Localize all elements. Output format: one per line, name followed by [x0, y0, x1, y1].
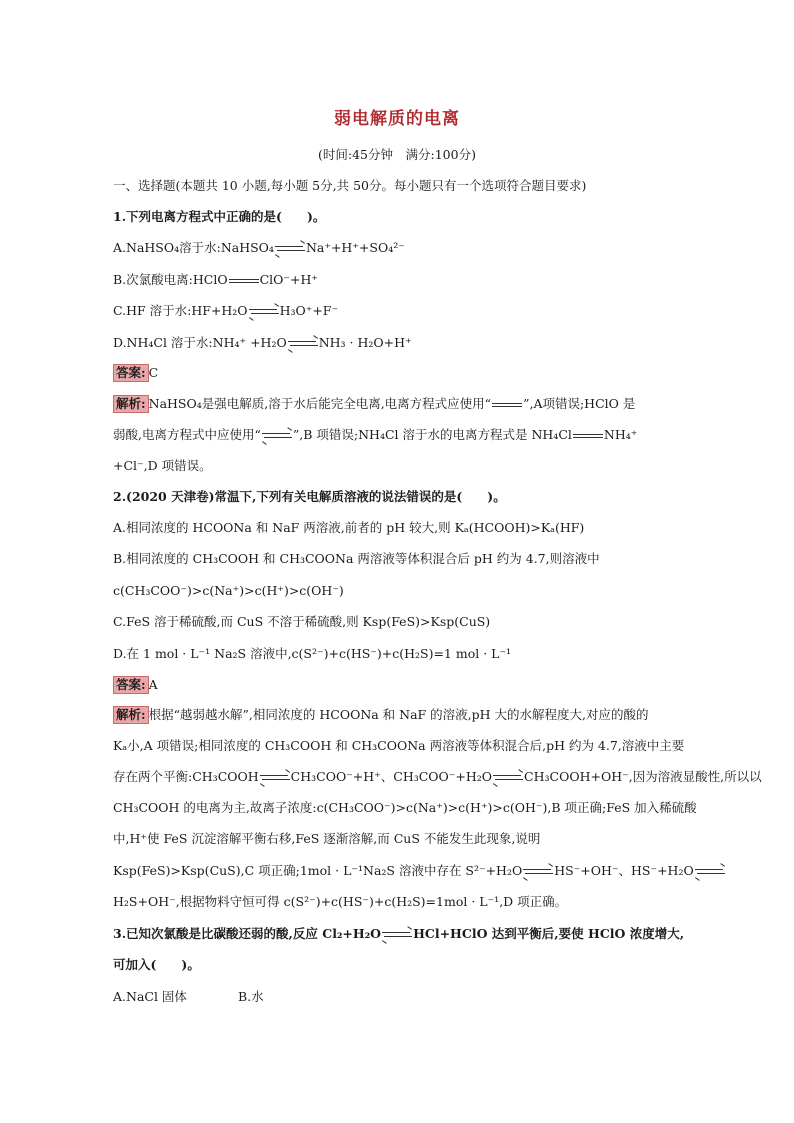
q2-explanation-line-2: Kₐ小,A 项错误;相同浓度的 CH₃COOH 和 CH₃COONa 两溶液等体积混合后,pH 约为 4.7,溶液中主要 [113, 738, 685, 753]
analysis-tag: 解析: [113, 395, 149, 413]
reversible-arrow-icon [523, 868, 553, 875]
q1-option-b-right: ClO⁻+H⁺ [259, 272, 318, 287]
reversible-arrow-icon [260, 774, 290, 781]
q2-explanation-line-4: CH₃COOH 的电离为主,故离子浓度:c(CH₃COO⁻)>c(Na⁺)>c(H⁺)>c(OH⁻),B 项正确;FeS 加入稀硫酸 [113, 800, 697, 815]
q1-exp2-a: 弱酸,电离方程式中应使用“ [113, 427, 261, 442]
reversible-arrow-icon [275, 245, 305, 252]
q1-option-b-left: B.次氯酸电离:HClO [113, 272, 228, 287]
q1-explanation-line-3: +Cl⁻,D 项错误。 [113, 458, 212, 473]
q1-exp2-b: ”,B 项错误;NH₄Cl 溶于水的电离方程式是 NH₄Cl [292, 427, 572, 442]
q3-stem-line-2: 可加入( )。 [113, 957, 200, 972]
q2-explanation-line-6 [113, 862, 726, 880]
q2-explanation-line-1 [113, 706, 649, 724]
q1-option-a-right: Na⁺+H⁺+SO₄²⁻ [305, 240, 405, 255]
reversible-arrow-icon [695, 868, 725, 875]
answer-tag: 答案: [113, 364, 149, 382]
q3-stem-line-1 [113, 925, 684, 943]
equals-sign-icon [492, 402, 522, 408]
q1-option-b [113, 271, 318, 289]
q1-exp1-b: ”,A项错误;HClO 是 [523, 396, 636, 411]
q2-option-b-line-2: c(CH₃COO⁻)>c(Na⁺)>c(H⁺)>c(OH⁻) [113, 583, 344, 598]
page-title: 弱电解质的电离 [334, 109, 460, 129]
q1-explanation-line-2 [113, 426, 637, 444]
q1-exp1-a: NaHSO₄是强电解质,溶于水后能完全电离,电离方程式应使用“ [148, 396, 492, 411]
q1-option-a [113, 239, 405, 257]
equals-sign-icon [573, 433, 603, 439]
exam-time-info: (时间:45分钟 满分:100分) [318, 147, 476, 162]
reversible-arrow-icon [249, 308, 279, 315]
q1-option-c-right: H₃O⁺+F⁻ [279, 303, 339, 318]
q2-exp6-b: HS⁻+OH⁻、HS⁻+H₂O [554, 863, 694, 878]
q2-option-c: C.FeS 溶于稀硫酸,而 CuS 不溶于稀硫酸,则 Ksp(FeS)>Ksp(CuS) [113, 614, 491, 629]
q2-exp6-a: Ksp(FeS)>Ksp(CuS),C 项正确;1mol · L⁻¹Na₂S 溶液中存在 S²⁻+H₂O [113, 863, 523, 878]
q1-option-d [113, 334, 412, 352]
q2-exp3-c: CH₃COOH+OH⁻,因为溶液显酸性,所以以 [524, 769, 762, 784]
q2-explanation-line-7: H₂S+OH⁻,根据物料守恒可得 c(S²⁻)+c(HS⁻)+c(H₂S)=1mol · L⁻¹,D 项正确。 [113, 894, 568, 909]
analysis-tag: 解析: [113, 706, 149, 724]
q2-answer [113, 676, 158, 694]
reversible-arrow-icon [493, 774, 523, 781]
q2-option-d: D.在 1 mol · L⁻¹ Na₂S 溶液中,c(S²⁻)+c(HS⁻)+c(H₂S)=1 mol · L⁻¹ [113, 646, 512, 661]
q1-option-a-left: A.NaHSO₄溶于水:NaHSO₄ [113, 240, 274, 255]
q2-stem: 2.(2020 天津卷)常温下,下列有关电解质溶液的说法错误的是( )。 [113, 489, 506, 504]
q1-option-d-right: NH₃ · H₂O+H⁺ [318, 335, 412, 350]
q2-explanation-line-3 [113, 768, 762, 786]
q1-explanation-line-1 [113, 395, 635, 413]
q1-stem: 1.下列电离方程式中正确的是( )。 [113, 209, 326, 224]
q2-exp1: 根据“越弱越水解”,相同浓度的 HCOONa 和 NaF 的溶液,pH 大的水解程度大,对应的酸的 [148, 707, 649, 722]
reversible-arrow-icon [262, 432, 292, 439]
q2-explanation-line-5: 中,H⁺使 FeS 沉淀溶解平衡右移,FeS 逐渐溶解,而 CuS 不能发生此现象,说明 [113, 831, 541, 846]
reversible-arrow-icon [382, 931, 412, 938]
equals-sign-icon [229, 278, 259, 284]
q3-option-b: B.水 [238, 989, 264, 1004]
q2-exp3-a: 存在两个平衡:CH₃COOH [113, 769, 259, 784]
q1-answer [113, 364, 158, 382]
q3-stem-b: HCl+HClO 达到平衡后,要使 HClO 浓度增大, [413, 926, 685, 941]
section-heading: 一、选择题(本题共 10 小题,每小题 5分,共 50分。每小题只有一个选项符合题目要求) [113, 178, 587, 193]
reversible-arrow-icon [288, 340, 318, 347]
q2-option-a: A.相同浓度的 HCOONa 和 NaF 两溶液,前者的 pH 较大,则 Kₐ(HCOOH)>Kₐ(HF) [113, 520, 585, 535]
answer-tag: 答案: [113, 676, 149, 694]
q2-option-b-line-1: B.相同浓度的 CH₃COOH 和 CH₃COONa 两溶液等体积混合后 pH 约为 4.7,则溶液中 [113, 551, 600, 566]
q3-option-a: A.NaCl 固体 [113, 989, 187, 1004]
q1-answer-value: C [148, 365, 159, 380]
q1-option-c-left: C.HF 溶于水:HF+H₂O [113, 303, 248, 318]
q1-option-d-left: D.NH₄Cl 溶于水:NH₄⁺ +H₂O [113, 335, 287, 350]
q3-stem-a: 3.已知次氯酸是比碳酸还弱的酸,反应 Cl₂+H₂O [113, 926, 382, 941]
q1-option-c [113, 302, 338, 320]
q1-exp2-c: NH₄⁺ [603, 427, 638, 442]
q2-answer-value: A [148, 677, 158, 692]
q2-exp3-b: CH₃COO⁻+H⁺、CH₃COO⁻+H₂O [290, 769, 493, 784]
